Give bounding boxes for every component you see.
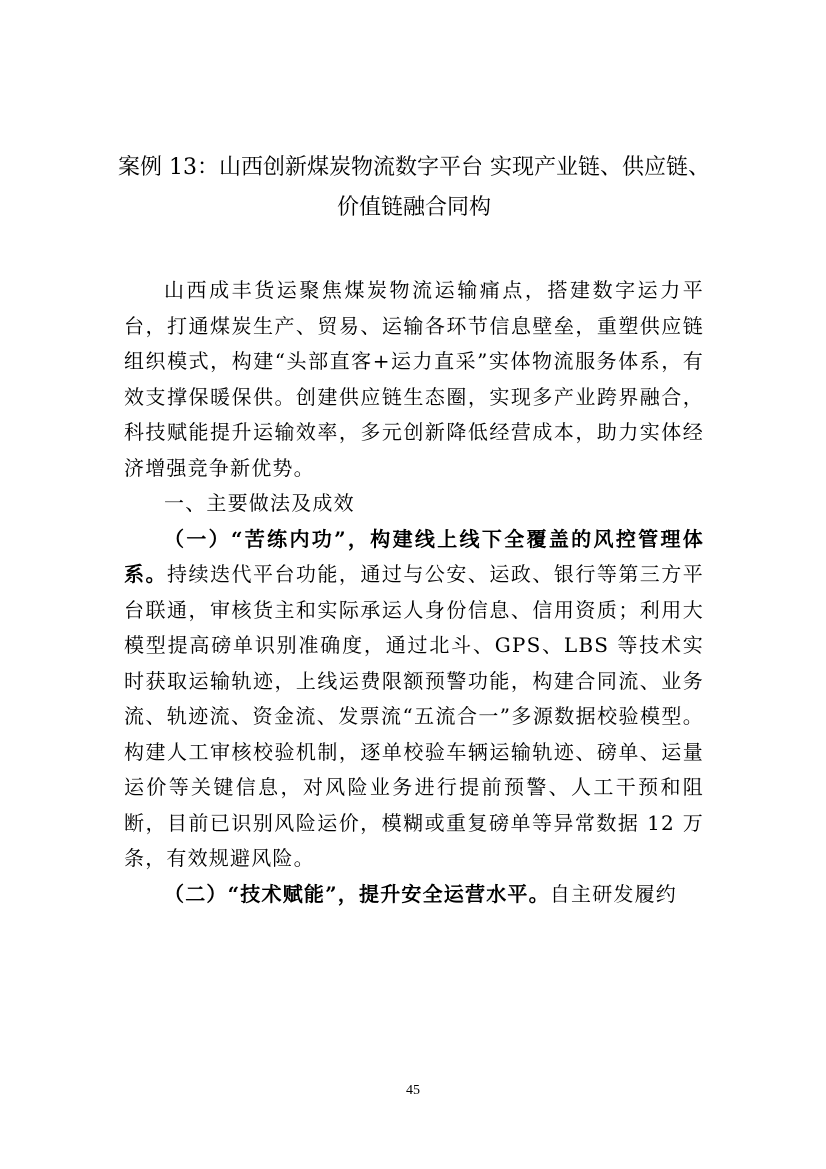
title-line-2: 价值链融合同构 xyxy=(336,195,491,220)
subsection-2-text: 自主研发履约 xyxy=(549,881,678,906)
subsection-1-paragraph xyxy=(124,522,704,877)
subsection-2-heading: （二）“技术赋能”，提升安全运营水平。 xyxy=(164,881,550,906)
document-title xyxy=(112,148,716,228)
intro-paragraph: 山西成丰货运聚焦煤炭物流运输痛点，搭建数字运力平台，打通煤炭生产、贸易、运输各环节信息壁垒，重塑供应链组织模式，构建“头部直客+运力直采”实体物流服务体系，有效支撑保暖保供。创建供应链生态圈，实现多产业跨界融合，科技赋能提升运输效率，多元创新降低经营成本，助力实体经济增强竞争新优势。 xyxy=(124,278,704,480)
title-line-1: 案例 13：山西创新煤炭物流数字平台 实现产业链、供应链、 xyxy=(118,155,710,180)
section-heading: 一、主要做法及成效 xyxy=(164,491,355,515)
document-body xyxy=(124,273,704,912)
subsection-1-text: 持续迭代平台功能，通过与公安、运政、银行等第三方平台联通，审核货主和实际承运人身份信息、信用资质；利用大模型提高磅单识别准确度，通过北斗、GPS、LBS 等技术实时获取运输轨迹，上线运费限额预警功能，构建合同流、业务流、轨迹流、资金流、发票流“五流合一”多源数据校验模型。构建人工审核校验机制，逐单校验车辆运输轨迹、磅单、运量运价等关键信息，对风险业务进行提前预警、人工干预和阻断，目前已识别风险运价，模糊或重复磅单等异常数据 12 万条，有效规避风险。 xyxy=(124,562,704,870)
page-number: 45 xyxy=(406,1083,420,1098)
subsection-1-heading: （一）“苦练内功”，构建线上线下全覆盖的风控管理体系。 xyxy=(124,526,704,586)
subsection-2-paragraph xyxy=(124,877,704,913)
